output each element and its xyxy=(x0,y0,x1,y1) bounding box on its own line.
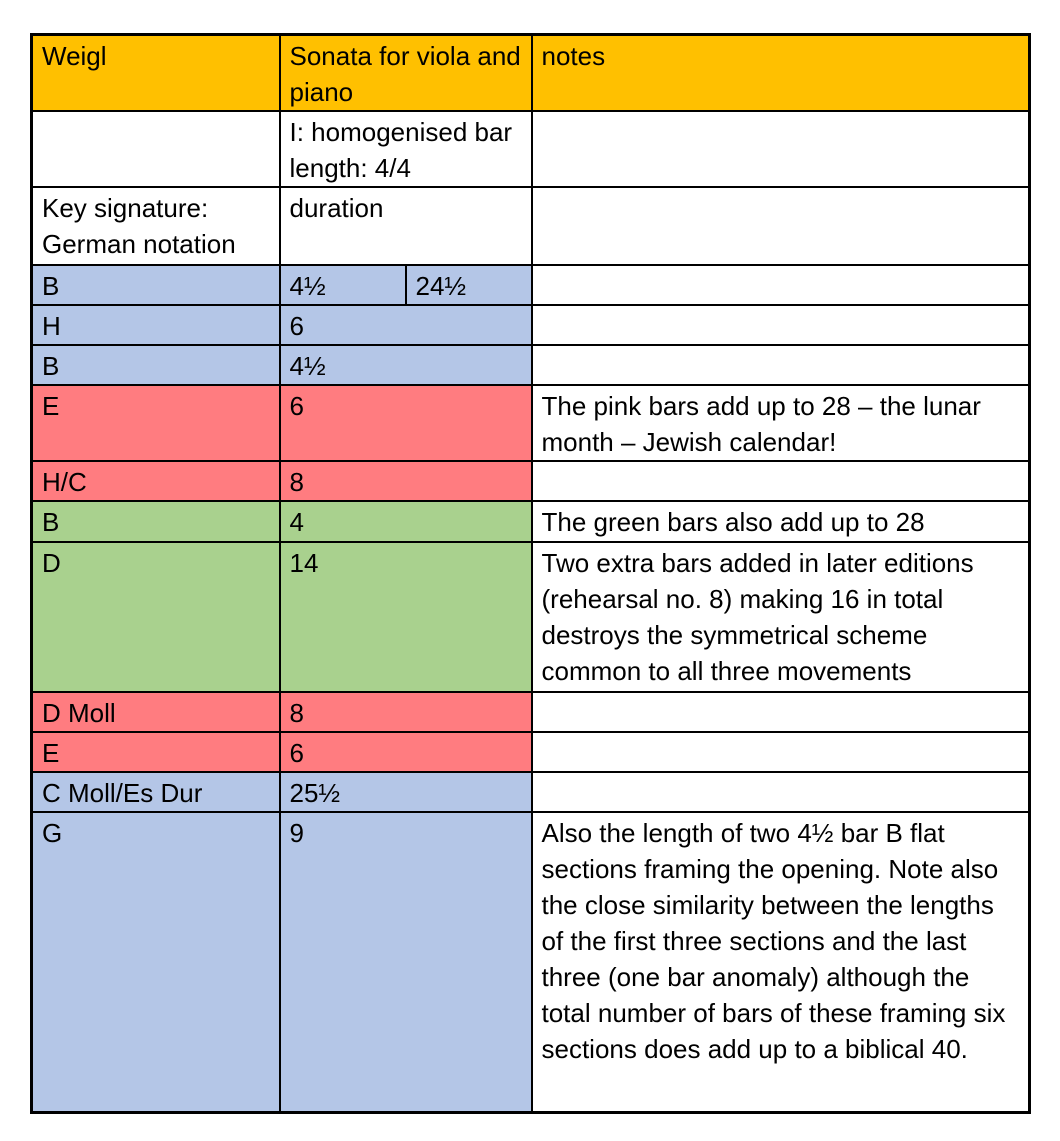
notes-cell xyxy=(532,692,1030,732)
notes-cell xyxy=(532,111,1030,187)
weigl-sonata-table xyxy=(30,33,1031,1114)
table-row xyxy=(32,345,1030,385)
table-row xyxy=(32,542,1030,692)
notes-cell xyxy=(532,187,1030,265)
duration-cell: 4½ xyxy=(280,265,406,305)
key-cell: B xyxy=(32,501,280,542)
table-row xyxy=(32,732,1030,772)
duration-cell: 25½ xyxy=(280,772,532,812)
table-row xyxy=(32,111,1030,187)
notes-cell: The green bars also add up to 28 xyxy=(532,501,1030,542)
table-row xyxy=(32,461,1030,501)
key-cell: D xyxy=(32,542,280,692)
table-row xyxy=(32,692,1030,732)
table-row xyxy=(32,812,1030,1112)
key-cell: D Moll xyxy=(32,692,280,732)
key-cell: C Moll/Es Dur xyxy=(32,772,280,812)
duration-cell: 6 xyxy=(280,385,532,461)
duration-cell: 6 xyxy=(280,305,532,345)
key-cell: E xyxy=(32,732,280,772)
notes-cell xyxy=(532,265,1030,305)
duration-cell: 8 xyxy=(280,692,532,732)
duration-cell: 9 xyxy=(280,812,532,1112)
key-cell: B xyxy=(32,265,280,305)
duration-cell: 4½ xyxy=(280,345,532,385)
key-cell: Key signature: German notation xyxy=(32,187,280,265)
table-row xyxy=(32,385,1030,461)
table-row xyxy=(32,501,1030,542)
duration-cell: duration xyxy=(280,187,532,265)
header-composer: Weigl xyxy=(32,35,280,112)
key-cell: H/C xyxy=(32,461,280,501)
key-cell: B xyxy=(32,345,280,385)
key-cell: E xyxy=(32,385,280,461)
table-row xyxy=(32,772,1030,812)
duration-total-cell: 24½ xyxy=(406,265,532,305)
header-row xyxy=(32,35,1030,112)
duration-cell: 6 xyxy=(280,732,532,772)
key-cell xyxy=(32,111,280,187)
notes-cell xyxy=(532,732,1030,772)
notes-cell xyxy=(532,345,1030,385)
notes-cell xyxy=(532,461,1030,501)
table-row xyxy=(32,305,1030,345)
duration-cell: I: homogenised bar length: 4/4 xyxy=(280,111,532,187)
notes-cell: The pink bars add up to 28 – the lunar month – Jewish calendar! xyxy=(532,385,1030,461)
notes-cell: Also the length of two 4½ bar B flat sections framing the opening. Note also the close similarity between the lengths of the first three sections and the last three (one bar anomaly) although the total number of bars of these framing six sections does add up to a biblical 40. xyxy=(532,812,1030,1112)
notes-cell: Two extra bars added in later editions (rehearsal no. 8) making 16 in total destroys the symmetrical scheme common to all three movements xyxy=(532,542,1030,692)
table-row xyxy=(32,187,1030,265)
notes-cell xyxy=(532,305,1030,345)
key-cell: G xyxy=(32,812,280,1112)
table-row xyxy=(32,265,1030,305)
header-work-title: Sonata for viola and piano xyxy=(280,35,532,112)
header-notes: notes xyxy=(532,35,1030,112)
duration-cell: 14 xyxy=(280,542,532,692)
key-cell: H xyxy=(32,305,280,345)
duration-cell: 8 xyxy=(280,461,532,501)
duration-cell: 4 xyxy=(280,501,532,542)
notes-cell xyxy=(532,772,1030,812)
